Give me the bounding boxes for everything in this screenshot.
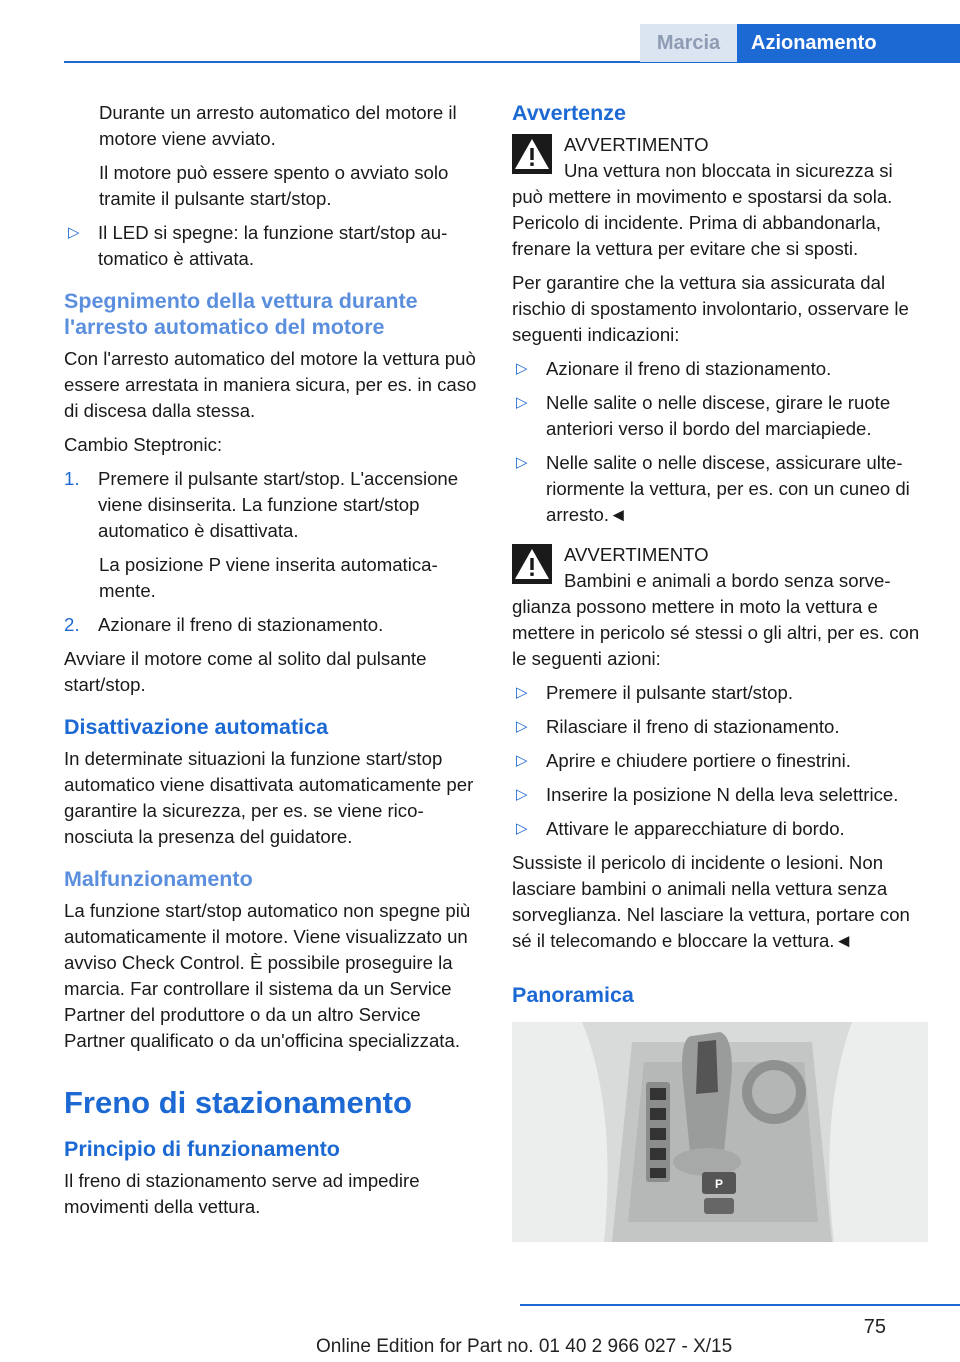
triangle-right-icon: ▷ <box>516 394 528 411</box>
step-1-note: La posizione P viene inserita automaticamente. <box>99 554 438 601</box>
list-item-text: Attivare le apparecchiature di bordo. <box>546 818 845 839</box>
center-console-image <box>512 1022 928 1242</box>
warning-text: Una vettura non bloccata in sicurezza si può mettere in movimento e spostarsi da sola. Pericolo di incidente. Prima di abbandonarla, frenare la vettura per evitare che si sposti. <box>512 160 893 259</box>
list-item-text: Premere il pulsante start/stop. <box>546 682 793 703</box>
triangle-right-icon: ▷ <box>516 786 528 803</box>
heading-malfunzionamento: Malfunzionamento <box>64 867 253 891</box>
step-text: Azionare il freno di stazionamento. <box>98 614 384 635</box>
list-item-led <box>64 220 478 272</box>
triangle-right-icon: ▷ <box>68 224 80 241</box>
paragraph-malfunzionamento: La funzione start/stop automatico non spegne più automaticamente il motore. Viene visualizzato un avviso Check Control. È possibile proseguire la marcia. Far controllare il sistema da un Service Partner del produttore o da un altro Service Partner qualificato o da un'officina specializzata. <box>64 900 471 1051</box>
triangle-right-icon: ▷ <box>516 360 528 377</box>
intro-paragraph-2: Il motore può essere spento o avviato solo tramite il pulsante start/stop. <box>99 162 449 209</box>
step-number: 1. <box>64 468 80 489</box>
warning-title: AVVERTIMENTO <box>564 544 709 565</box>
warning-text: Bambini e animali a bordo senza sorveglianza possono mettere in moto la vettura e mettere in pericolo sé stessi o gli altri, per es. con le seguenti azioni: <box>512 570 920 669</box>
triangle-right-icon: ▷ <box>516 752 528 769</box>
list-item-text: Nelle salite o nelle discese, assicurare ulteriormente la vettura, per es. con un cuneo di arresto.◄ <box>546 452 910 525</box>
heading-panoramica: Panoramica <box>512 983 634 1007</box>
triangle-right-icon: ▷ <box>516 454 528 471</box>
heading-principio: Principio di funzionamento <box>64 1137 340 1161</box>
list-item-text: Rilasciare il freno di stazionamento. <box>546 716 840 737</box>
list-item <box>512 748 928 774</box>
left-column <box>64 100 478 1228</box>
header-chapter-tab[interactable]: Azionamento <box>737 24 960 62</box>
warning-block-1 <box>512 132 928 262</box>
list-item-text: Azionare il freno di stazionamento. <box>546 358 832 379</box>
paragraph-principio: Il freno di stazionamento serve ad impedire movimenti della vettura. <box>64 1170 420 1217</box>
paragraph-disattivazione: In determinate situazioni la funzione start/stop automatico viene disattivata automaticamente per garantire la sicurezza, per es. se viene riconosciuta la presenza del guidatore. <box>64 748 474 847</box>
step-2 <box>64 612 478 638</box>
warning-title: AVVERTIMENTO <box>564 134 709 155</box>
list-item <box>512 816 928 842</box>
list-item-text: Il LED si spegne: la funzione start/stop automatico è attivata. <box>98 222 448 269</box>
paragraph-garantire: Per garantire che la vettura sia assicurata dal rischio di spostamento involontario, osservare le seguenti indicazioni: <box>512 272 909 345</box>
intro-paragraph-1: Durante un arresto automatico del motore il motore viene avviato. <box>99 102 457 149</box>
paragraph-avviare: Avviare il motore come al solito dal pulsante start/stop. <box>64 648 427 695</box>
parking-brake-label: P <box>714 1177 724 1191</box>
triangle-right-icon: ▷ <box>516 718 528 735</box>
paragraph-steptronic: Cambio Steptronic: <box>64 434 223 455</box>
paragraph-sussiste: Sussiste il pericolo di incidente o lesioni. Non lasciare bambini o animali nella vettura senza sorveglianza. Nel lasciare la vettura, portare con sé il telecomando e bloccare la vettura.◄ <box>512 852 910 951</box>
heading-avvertenze: Avvertenze <box>512 101 626 125</box>
list-item <box>512 680 928 706</box>
right-column <box>512 100 928 1242</box>
list-item-text: Nelle salite o nelle discese, girare le ruote anteriori verso il bordo del marciapiede. <box>546 392 891 439</box>
warning-block-2 <box>512 542 928 672</box>
step-text: Premere il pulsante start/stop. L'accensione viene disinserita. La funzione start/stop automatico è disattivata. <box>98 468 459 541</box>
list-item <box>512 714 928 740</box>
heading-freno-stazionamento: Freno di stazionamento <box>64 1085 412 1120</box>
list-item <box>512 356 928 382</box>
footer-rule <box>520 1304 960 1306</box>
header-section-tab[interactable]: Marcia <box>640 24 737 62</box>
paragraph-spegnimento: Con l'arresto automatico del motore la vettura può essere arrestata in maniera sicura, per es. in caso di discesa dalla stessa. <box>64 348 477 421</box>
list-item <box>512 390 928 442</box>
warning-triangle-icon <box>512 134 552 174</box>
list-item <box>512 782 928 808</box>
edition-line: Online Edition for Part no. 01 40 2 966 027 - X/15 <box>316 1336 733 1357</box>
page-number: 75 <box>863 1316 886 1338</box>
triangle-right-icon: ▷ <box>516 820 528 837</box>
warning-triangle-icon <box>512 544 552 584</box>
step-1 <box>64 466 478 544</box>
list-item-text: Aprire e chiudere portiere o finestrini. <box>546 750 851 771</box>
triangle-right-icon: ▷ <box>516 684 528 701</box>
heading-spegnimento: Spegnimento della vettura durante l'arresto automatico del motore <box>64 289 418 339</box>
list-item-text: Inserire la posizione N della leva selettrice. <box>546 784 899 805</box>
step-number: 2. <box>64 614 80 635</box>
list-item <box>512 450 928 528</box>
heading-disattivazione: Disattivazione automatica <box>64 715 329 739</box>
